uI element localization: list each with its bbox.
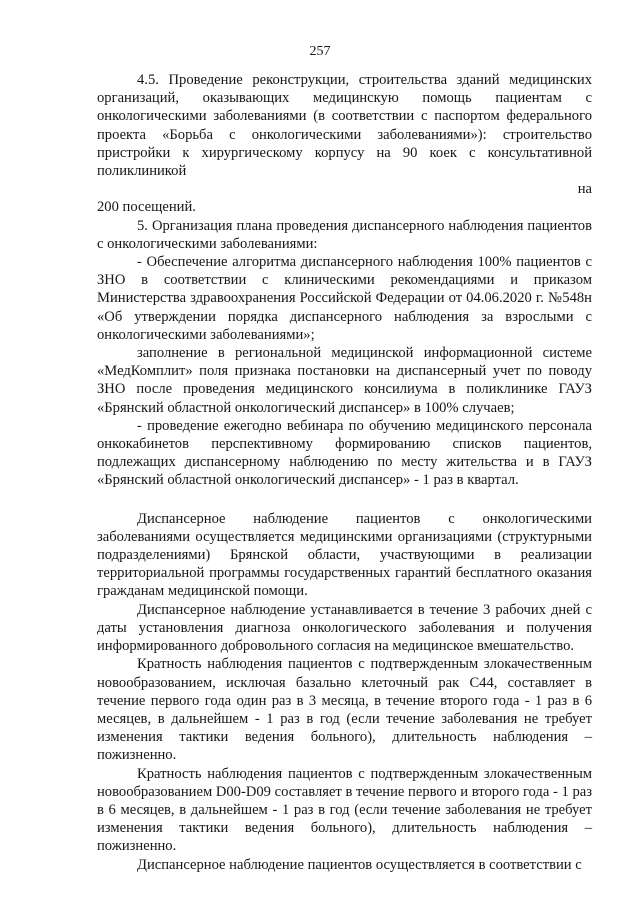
paragraph-medcomplit: заполнение в региональной медицинской информационной системе «МедКомплит» поля признака постановки на диспансерный учет по поводу ЗНО после проведения медицинского консилиума в поликлинике ГАУЗ «Брянский областной онкологический диспансер» в 100% случаев; <box>97 345 592 416</box>
paragraph-dispensary-timing: Диспансерное наблюдение устанавливается в течение 3 рабочих дней с даты установления диагноза онкологического заболевания и получения информированного добровольного согласия на медицинское вмешательство. <box>97 601 592 655</box>
document-body <box>97 71 592 874</box>
paragraph-frequency-d00: Кратность наблюдения пациентов с подтвержденным злокачественным новообразованием D00-D09 составляет в течение первого и второго года - 1 раз в 6 месяцев, в дальнейшем - 1 раз в год (если течение заболевания не требует изменения тактики ведения больного), длительность наблюдения – пожизненно. <box>97 765 592 855</box>
paragraph-reconstruction: 4.5. Проведение реконструкции, строительства зданий медицинских организаций, оказывающих медицинскую помощь пациентам с онкологическими заболеваниями (в соответствии с паспортом федерального проекта «Борьба с онкологическими заболеваниями»): строительство пристройки к хирургическому корпусу на 90 коек с консультативной поликлиникой <box>97 72 592 180</box>
page-number: 257 <box>309 44 331 59</box>
paragraph-plan: 5. Организация плана проведения диспансерного наблюдения пациентов с онкологическими заболеваниями: <box>97 217 592 252</box>
paragraph-dispensary-intro: Диспансерное наблюдение пациентов с онкологическими заболеваниями осуществляется медицинскими организациями (структурными подразделениями) Брянской области, участвующими в реализации территориальной программы государственных гарантий бесплатного оказания гражданам медицинской помощи. <box>97 510 592 600</box>
paragraph-reconstruction-line-2: на <box>577 181 592 198</box>
paragraph-webinar: - проведение ежегодно вебинара по обучению медицинского персонала онкокабинетов перспективному формированию списков пациентов, подлежащих диспансерному наблюдению по месту жительства и в ГАУЗ «Брянский областной онкологический диспансер» - 1 раз в квартал. <box>97 417 592 489</box>
paragraph-algorithm: - Обеспечение алгоритма диспансерного наблюдения 100% пациентов с ЗНО в соответствии с клиническими рекомендациями и приказом Министерства здравоохранения Российской Федерации от 04.06.2020 г. №548н «Об утверждении порядка диспансерного наблюдения за взрослыми с онкологическими заболеваниями»; <box>97 254 592 343</box>
paragraph-frequency-malignant: Кратность наблюдения пациентов с подтвержденным злокачественным новообразованием, исключая базально клеточный рак C44, составляет в течение первого года один раз в 3 месяца, в течение второго года - 1 раз в 6 месяцев, в дальнейшем - 1 раз в год (если течение заболевания не требует изменения тактики ведения больного), длительность наблюдения – пожизненно. <box>97 656 592 764</box>
paragraph-reconstruction-line-3: 200 посещений. <box>97 199 196 216</box>
paragraph-dispensary-accordance: Диспансерное наблюдение пациентов осуществляется в соответствии с <box>137 856 582 873</box>
